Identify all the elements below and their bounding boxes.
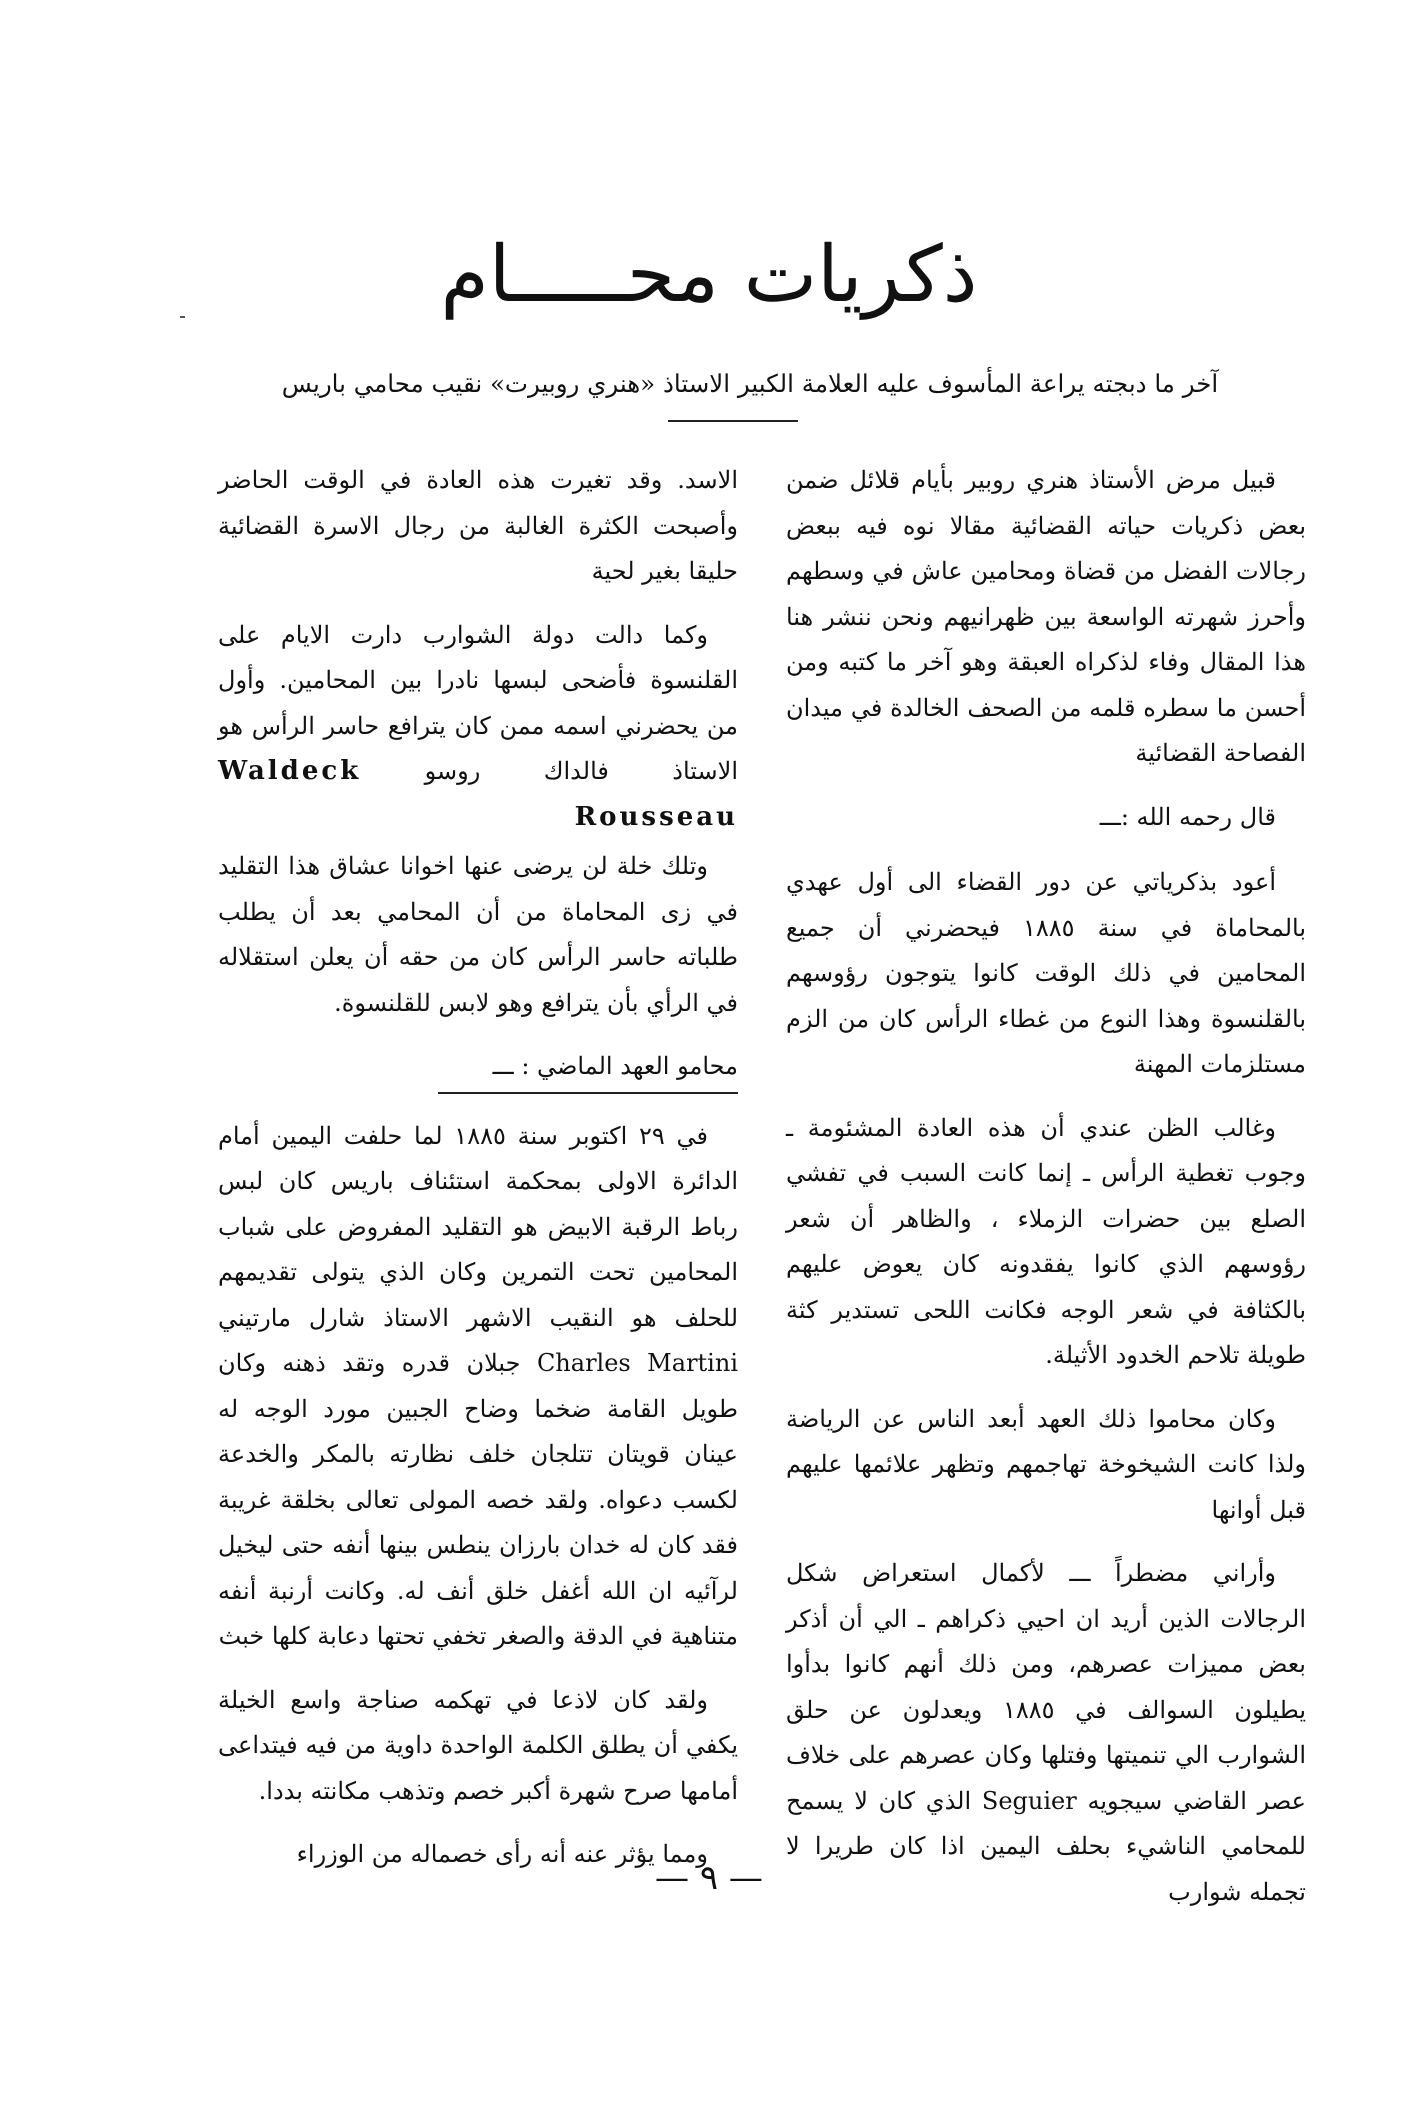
right-column (786, 458, 1306, 1933)
page-number: — ٩ — (655, 1858, 763, 1898)
article-subtitle: آخر ما دبجته يراعة المأسوف عليه العلامة الكبير الاستاذ «هنري روبيرت» نقيب محامي باريس (281, 369, 1219, 398)
paragraph: ومما يؤثر عنه أنه رأى خصماله من الوزراء (296, 1840, 708, 1868)
paragraph: وتلك خلة لن يرضى عنها اخوانا عشاق هذا التقليد في زى المحاماة من أن المحامي بعد أن يطلب طلباته حاسر الرأس كان من حقه أن يعلن استقلاله في الرأي بأن يترافع وهو لابس للقلنسوة. (218, 852, 738, 1017)
paragraph: الاسد. وقد تغيرت هذه العادة في الوقت الحاضر وأصبحت الكثرة الغالبة من رجال الاسرة القضائية حليقا بغير لحية (218, 466, 738, 585)
paragraph: أعود بذكرياتي عن دور القضاء الى أول عهدي بالمحاماة في سنة ١٨٨٥ فيحضرني أن جميع المحامين في ذلك الوقت كانوا يتوجون رؤوسهم بالقلنسوة وهذا النوع من غطاء الرأس كان من الزم مستلزمات المهنة (786, 868, 1307, 1078)
left-column (218, 458, 738, 1896)
paragraph: وغالب الظن عندي أن هذه العادة المشئومة ـ وجوب تغطية الرأس ـ إنما كانت السبب في تفشي الصلع بين حضرات الزملاء ، والظاهر أن شعر رؤوسهم الذي كانوا يفقدونه كان يعوض عليهم بالكثافة في شعر الوجه فكانت اللحى تستدير كثة طويلة تلاحم الخدود الأثيلة. (786, 1113, 1306, 1369)
paragraph: وأراني مضطراً ـــ لأكمال استعراض شكل الرجالات الذين أريد ان احيي ذكراهم ـ الي أن أذكر بعض مميزات عصرهم، ومن ذلك أنهم كانوا بدأوا يطيلون السوالف في ١٨٨٥ ويعدلون عن حلق الشوارب الي تنميتها وفتلها وكان عصرهم على خلاف عصر القاضي سيجويه Seguier الذي كان لا يسمح للمحامي الناشيء بحلف اليمين اذا كان طريرا لا تجمله شوارب (786, 1559, 1306, 1906)
paragraph: في ٢٩ اكتوبر سنة ١٨٨٥ لما حلفت اليمين أمام الدائرة الاولى بمحكمة استئناف باريس كان لبس رباط الرقبة الابيض هو التقليد المفروض على شباب المحامين تحت التمرين وكان الذي يتولى تقديمهم للحلف هو النقيب الاشهر الاستاذ شارل مارتيني Charles Martini جبلان قدره وتقد ذهنه وكان طويل القامة ضخما وضاح الجبين مورد الوجه له عينان قويتان تتلجان خلف نظارته بالمكر والخدعة لكسب دعواه. ولقد خصه المولى تعالى بخلقة غريبة فقد كان له خدان بارزان ينطس بينها أنفه حتى ليخيل لرآئيه ان الله أغفل خلق أنف له. وكانت أرنبة أنفه متناهية في الدقة والصغر تخفي تحتها دعابة كلها خبث (218, 1121, 738, 1650)
paragraph-text: وكما دالت دولة الشوارب دارت الايام على القلنسوة فأضحى لبسها نادرا بين المحامين. وأول من يحضرني اسمه ممن كان يترافع حاسر الرأس هو الاستاذ فالداك روسو (218, 620, 738, 785)
quote-intro: قال رحمه الله :ـــ (1099, 802, 1276, 831)
article-title: ذكريات محـــــام (440, 230, 978, 320)
paragraph: قبيل مرض الأستاذ هنري روبير بأيام قلائل ضمن بعض ذكريات حياته القضائية مقالا نوه فيه ببعض رجالات الفضل من قضاة ومحامين عاش في وسطهم وأحرز شهرته الواسعة بين ظهرانيهم ونحن ننشر هنا هذا المقال وفاء لذكراه العبقة وهو آخر ما كتبه ومن أحسن ما سطره قلمه من الصحف الخالدة في ميدان الفصاحة القضائية (786, 466, 1306, 767)
paragraph: ولقد كان لاذعا في تهكمه صناجة واسع الخيلة يكفي أن يطلق الكلمة الواحدة داوية من فيه فيتداعى أمامها صرح شهرة أكبر خصم وتذهب مكانته بددا. (218, 1685, 738, 1805)
title-divider (668, 420, 798, 422)
latin-name: Waldeck Rousseau (218, 756, 738, 832)
paragraph: وكان محاموا ذلك العهد أبعد الناس عن الرياضة ولذا كانت الشيخوخة تهاجمهم وتظهر علائمها عليهم قبل أوانها (786, 1404, 1306, 1524)
section-heading: محامو العهد الماضي : ـــ (438, 1044, 738, 1094)
paragraph (218, 613, 738, 841)
